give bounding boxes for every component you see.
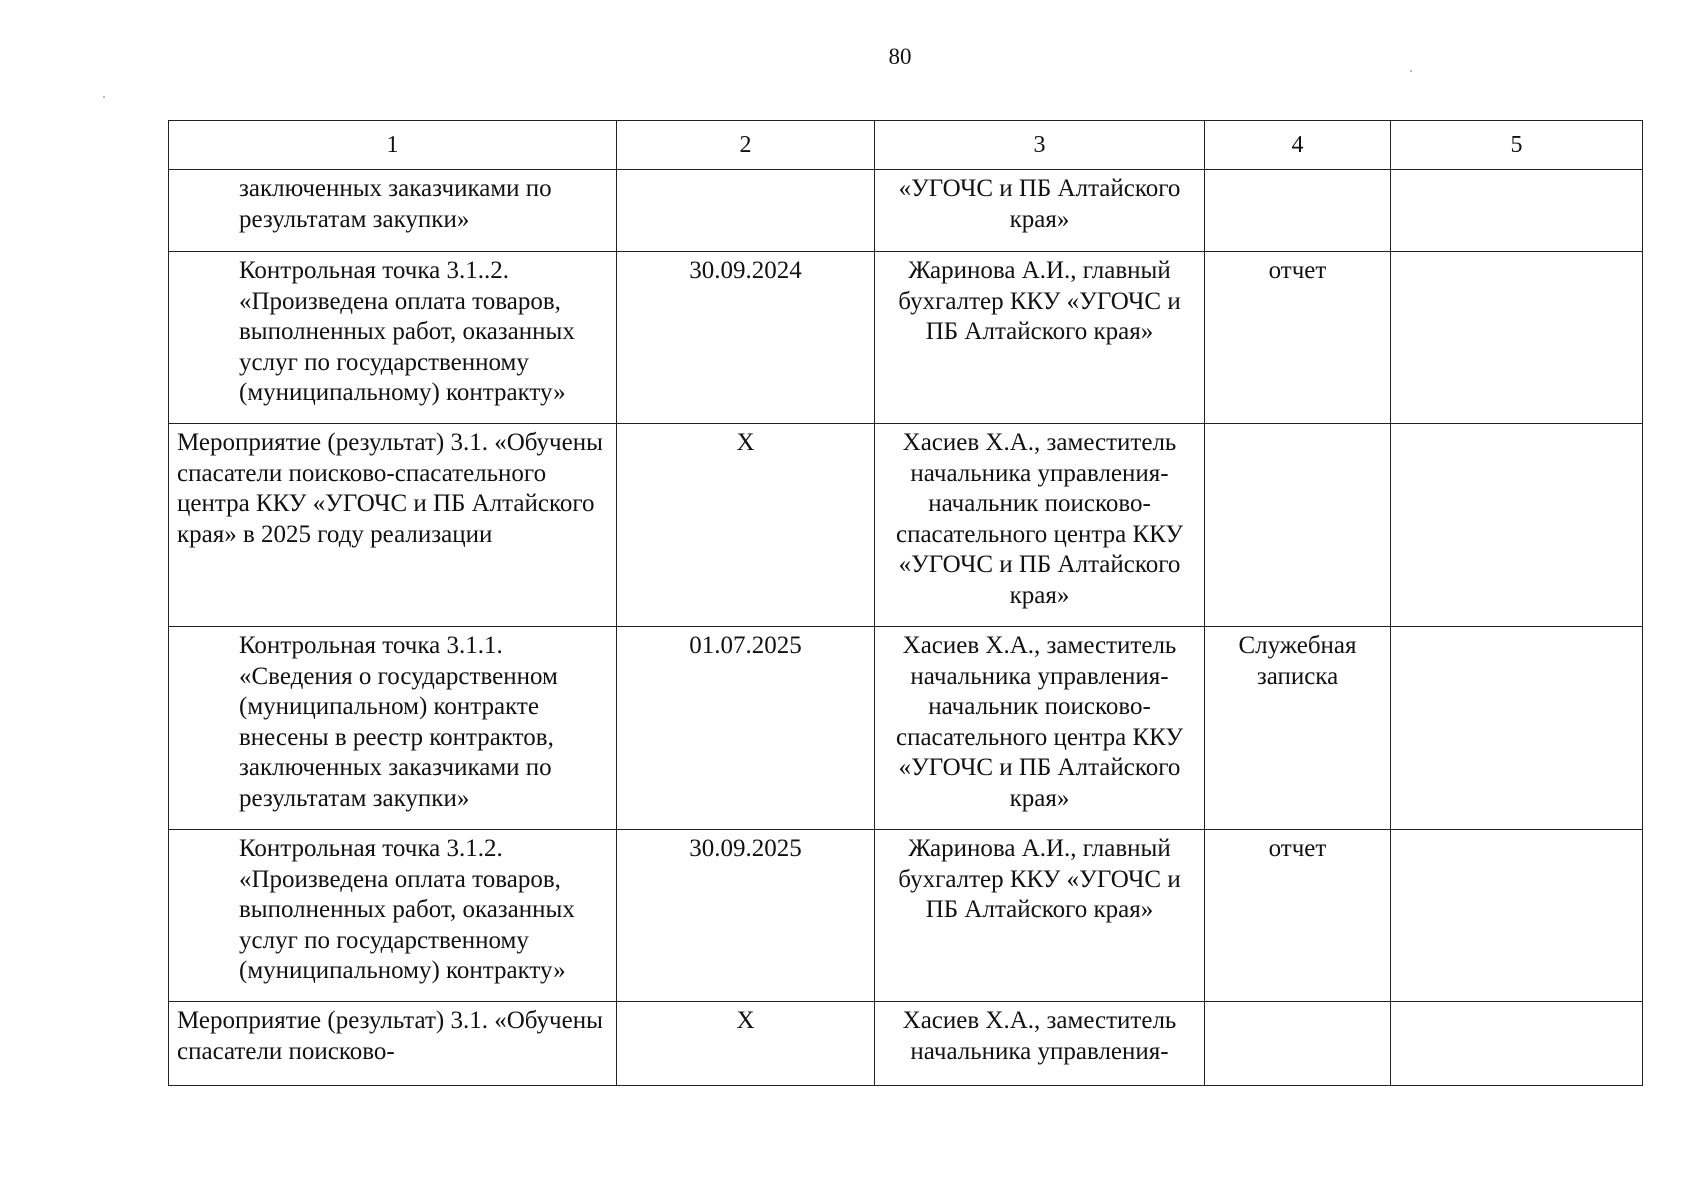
table-row (169, 252, 1643, 424)
table-row (169, 627, 1643, 830)
row-description: Контрольная точка 3.1.1. «Сведения о государственном (муниципальном) контракте внесены в реестр контрактов, заключенных заказчиками по результатам закупки» (169, 627, 617, 830)
scan-speck (1410, 70, 1412, 72)
header-row (169, 121, 1643, 170)
row-responsible: Жаринова А.И., главный бухгалтер ККУ «УГОЧС и ПБ Алтайского края» (875, 252, 1205, 424)
row-deadline: 30.09.2024 (617, 252, 875, 424)
row-col5 (1391, 1002, 1643, 1086)
row-col5 (1391, 830, 1643, 1002)
row-responsible: «УГОЧС и ПБ Алтайского края» (875, 170, 1205, 252)
table-row (169, 1002, 1643, 1086)
header-cell-4: 4 (1205, 121, 1391, 170)
row-deadline: 01.07.2025 (617, 627, 875, 830)
row-deadline (617, 170, 875, 252)
row-description: Контрольная точка 3.1.2. «Произведена оплата товаров, выполненных работ, оказанных услуг по государственному (муниципальному) контракту» (169, 830, 617, 1002)
row-col5 (1391, 252, 1643, 424)
row-deadline: X (617, 1002, 875, 1086)
table-row (169, 170, 1643, 252)
row-document: Служебная записка (1205, 627, 1391, 830)
row-document: отчет (1205, 830, 1391, 1002)
row-description: Мероприятие (результат) 3.1. «Обучены спасатели поисково- (169, 1002, 617, 1086)
row-col5 (1391, 627, 1643, 830)
row-responsible: Хасиев Х.А., заместитель начальника управления- (875, 1002, 1205, 1086)
row-responsible: Хасиев Х.А., заместитель начальника управления-начальник поисково-спасательного центра ККУ «УГОЧС и ПБ Алтайского края» (875, 424, 1205, 627)
row-col5 (1391, 170, 1643, 252)
header-cell-3: 3 (875, 121, 1205, 170)
row-description: Мероприятие (результат) 3.1. «Обучены спасатели поисково-спасательного центра ККУ «УГОЧС и ПБ Алтайского края» в 2025 году реализации (169, 424, 617, 627)
row-description: Контрольная точка 3.1..2. «Произведена оплата товаров, выполненных работ, оказанных услуг по государственному (муниципальному) контракту» (169, 252, 617, 424)
page-number: 80 (888, 44, 912, 69)
row-document (1205, 424, 1391, 627)
row-responsible: Жаринова А.И., главный бухгалтер ККУ «УГОЧС и ПБ Алтайского края» (875, 830, 1205, 1002)
row-document (1205, 1002, 1391, 1086)
header-cell-1: 1 (169, 121, 617, 170)
row-responsible: Хасиев Х.А., заместитель начальника управления-начальник поисково-спасательного центра ККУ «УГОЧС и ПБ Алтайского края» (875, 627, 1205, 830)
row-description: заключенных заказчиками по результатам закупки» (169, 170, 617, 252)
table-row (169, 830, 1643, 1002)
row-document: отчет (1205, 252, 1391, 424)
row-deadline: X (617, 424, 875, 627)
table-row (169, 424, 1643, 627)
row-col5 (1391, 424, 1643, 627)
plan-table (168, 120, 1643, 1086)
scan-speck (103, 96, 105, 98)
row-deadline: 30.09.2025 (617, 830, 875, 1002)
header-cell-5: 5 (1391, 121, 1643, 170)
row-document (1205, 170, 1391, 252)
header-cell-2: 2 (617, 121, 875, 170)
